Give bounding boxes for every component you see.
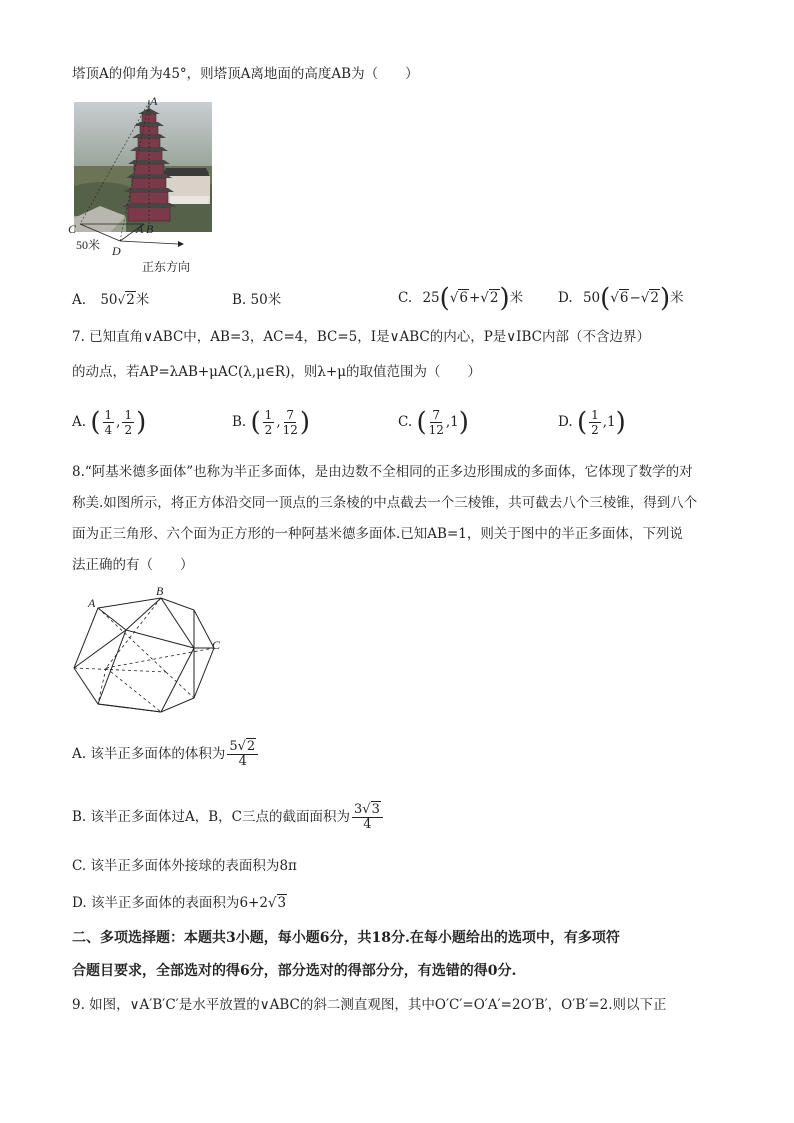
q6-option-d: D. 50(√6−√2)米 xyxy=(558,283,684,314)
label-d: D xyxy=(112,244,121,258)
label-a: A xyxy=(150,94,158,108)
label-50m: 50米 xyxy=(76,238,101,252)
q6-question-line: 塔顶A的仰角为45°，则塔顶A离地面的高度AB为（ ） xyxy=(72,66,419,82)
section-2-heading-1: 二、多项选择题：本题共3小题，每小题6分，共18分.在每小题给出的选项中，有多项符 xyxy=(72,930,620,946)
q7-line-2: 的动点，若AP=λAB+μAC(λ,μ∈R)，则λ+μ的取值范围为（ ） xyxy=(72,364,481,380)
q6-option-c: C. 25(√6+√2)米 xyxy=(398,283,524,314)
label-b: B xyxy=(156,584,164,598)
q7-option-b: B. ( $\frac{1}{2}$ , $\frac{7}{12}$ ) xyxy=(232,407,311,438)
section-2-heading-2: 合题目要求，全部选对的得6分，部分选对的得部分分，有选错的得0分. xyxy=(72,963,517,979)
label-b: B xyxy=(146,222,154,236)
q8-option-a: A. 该半正多面体的体积为 $\frac{5√2}{4}$ xyxy=(72,740,260,769)
label-a2: A xyxy=(136,222,144,236)
q9-line-1: 9. 如图，∨A′B′C′是水平放置的∨ABC的斜二测直观图，其中O′C′=O′A′=2O′B′，O′B′=2.则以下正 xyxy=(72,997,667,1013)
label-c: C xyxy=(68,222,77,236)
q7-option-a: A. ( $\frac{1}{4}$ , $\frac{1}{2}$ ) xyxy=(72,407,147,438)
pagoda-figure xyxy=(70,96,220,276)
label-a: A xyxy=(88,596,96,610)
q8-option-b: B. 该半正多面体过A，B，C三点的截面面积为 $\frac{3√3}{4}$ xyxy=(72,803,385,832)
q7-option-d: D. ( $\frac{1}{2}$ ,1) xyxy=(558,407,626,438)
label-east: 正东方向 xyxy=(142,260,191,274)
q8-line-4: 法正确的有（ ） xyxy=(72,557,194,573)
label-c: C xyxy=(212,638,221,652)
q8-line-2: 称美.如图所示，将正方体沿交同一顶点的三条棱的中点截去一个三棱锥，共可截去八个三棱锥，得到八个 xyxy=(72,495,698,511)
q8-line-1: 8.“阿基米德多面体”也称为半正多面体，是由边数不全相同的正多边形围成的多面体，它体现了数学的对 xyxy=(72,464,693,480)
q7-option-c: C. ( $\frac{7}{12}$ ,1) xyxy=(398,407,469,438)
q8-option-d: D. 该半正多面体的表面积为6+2√3 xyxy=(72,895,287,911)
q8-line-3: 面为正三角形、六个面为正方形的一种阿基米德多面体.已知AB=1，则关于图中的半正多面体，下列说 xyxy=(72,526,683,542)
q6-option-a: A. 50√2米 xyxy=(72,292,150,308)
q6-option-b: B. 50米 xyxy=(232,292,282,308)
polyhedron-figure xyxy=(66,580,236,730)
q8-option-c: C. 该半正多面体外接球的表面积为8π xyxy=(72,858,297,874)
q7-line-1: 7. 已知直角∨ABC中，AB=3，AC=4，BC=5，I是∨ABC的内心，P是∨IBC内部（不含边界） xyxy=(72,329,651,345)
